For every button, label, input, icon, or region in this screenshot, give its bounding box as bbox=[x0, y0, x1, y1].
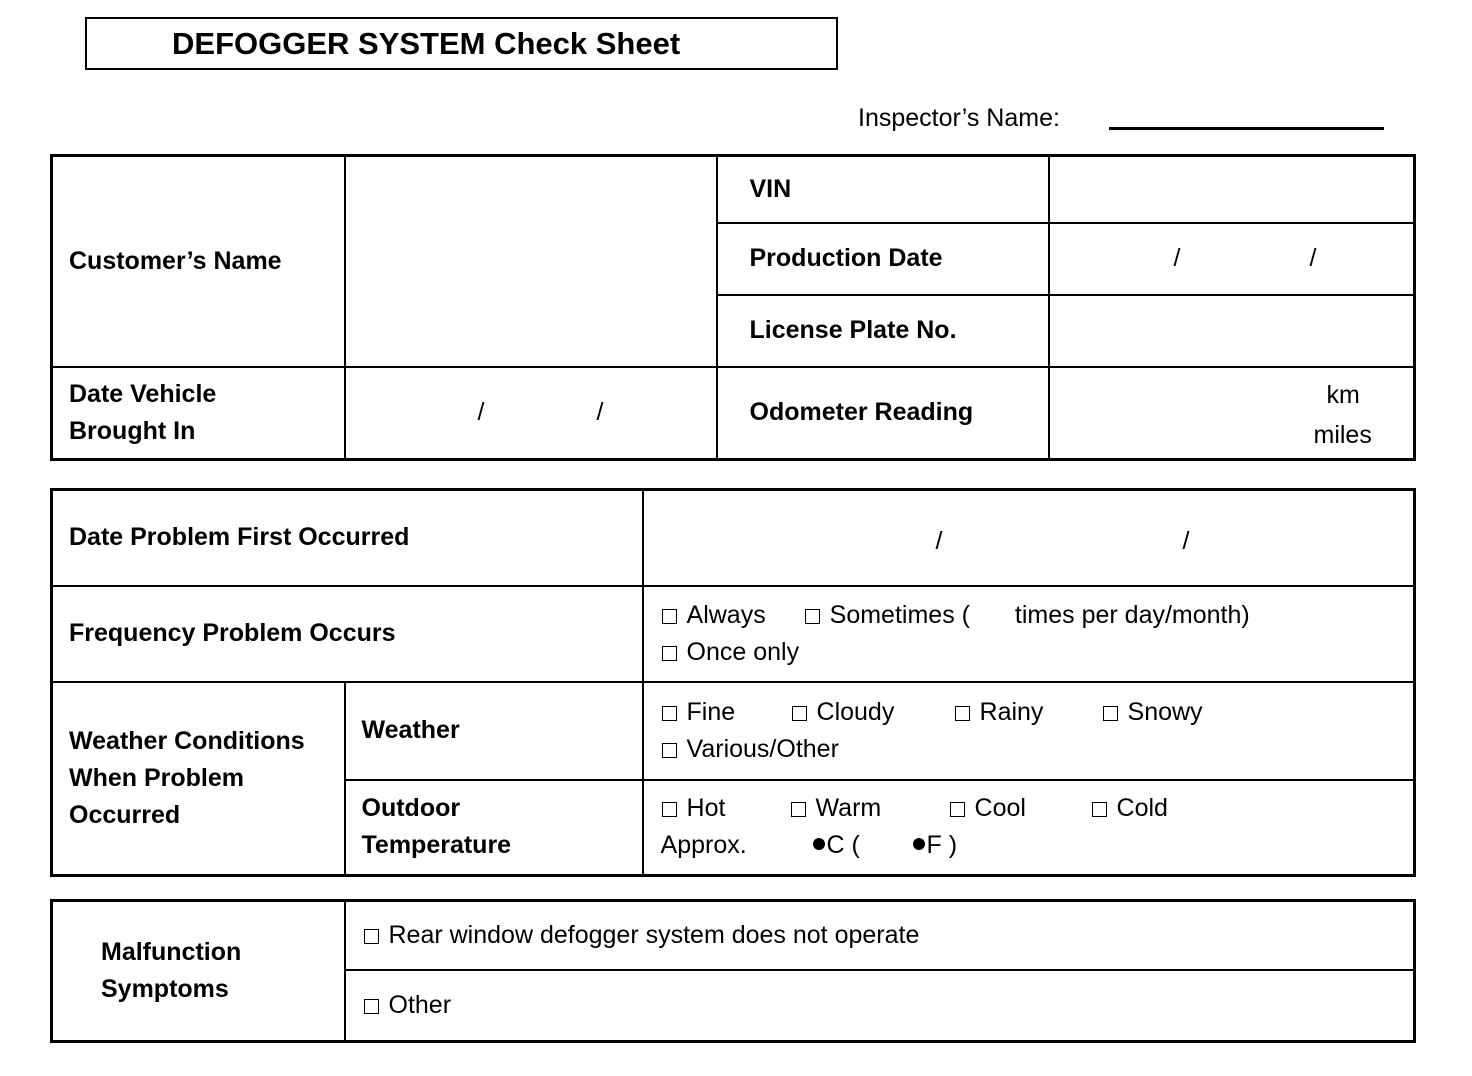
option-label: Once only bbox=[686, 637, 800, 666]
option-hot[interactable] bbox=[662, 790, 791, 827]
celsius-field[interactable] bbox=[813, 827, 913, 864]
checkbox[interactable] bbox=[805, 609, 820, 624]
option-always[interactable] bbox=[662, 597, 766, 634]
vehicle-info-table bbox=[50, 154, 1416, 461]
checkbox[interactable] bbox=[662, 743, 677, 758]
frequency-options bbox=[643, 586, 1415, 682]
weather-conditions-label-line: Weather Conditions bbox=[69, 726, 305, 755]
customer-name-label: Customer’s Name bbox=[52, 156, 345, 367]
vin-field[interactable] bbox=[1049, 156, 1415, 223]
outdoor-temperature-label-line: Outdoor bbox=[361, 794, 461, 823]
checkbox[interactable] bbox=[955, 706, 970, 721]
inspector-name-field[interactable] bbox=[1109, 127, 1384, 130]
weather-label: Weather bbox=[345, 682, 643, 780]
checkbox[interactable] bbox=[364, 999, 379, 1014]
option-label: Rear window defogger system does not operate bbox=[388, 921, 920, 949]
date-separator: / bbox=[477, 397, 485, 426]
option-label: Fine bbox=[686, 697, 736, 726]
option-other[interactable] bbox=[364, 987, 452, 1024]
option-rainy[interactable] bbox=[955, 694, 1103, 731]
page-title: DEFOGGER SYSTEM Check Sheet bbox=[172, 26, 681, 61]
checkbox[interactable] bbox=[662, 706, 677, 721]
license-plate-field[interactable] bbox=[1049, 295, 1415, 367]
celsius-label: C ( bbox=[826, 831, 860, 860]
fahrenheit-field[interactable] bbox=[913, 827, 958, 864]
date-separator: / bbox=[1173, 243, 1181, 272]
production-date-label: Production Date bbox=[717, 223, 1049, 295]
malfunction-symptoms-label-line: Malfunction bbox=[101, 938, 242, 966]
option-label: Hot bbox=[686, 794, 726, 823]
production-date-field[interactable] bbox=[1049, 223, 1415, 295]
option-label: Warm bbox=[815, 794, 882, 823]
option-cloudy[interactable] bbox=[792, 694, 955, 731]
odometer-field[interactable] bbox=[1049, 367, 1415, 460]
problem-info-table bbox=[50, 488, 1416, 877]
checkbox[interactable] bbox=[364, 929, 379, 944]
option-sometimes[interactable] bbox=[805, 597, 970, 634]
symptoms-table bbox=[50, 899, 1416, 1043]
checkbox[interactable] bbox=[1092, 802, 1107, 817]
date-separator: / bbox=[1182, 527, 1190, 555]
option-label: Cool bbox=[974, 794, 1026, 823]
date-brought-in-field[interactable] bbox=[345, 367, 717, 460]
checkbox[interactable] bbox=[792, 706, 807, 721]
inspector-name-label: Inspector’s Name: bbox=[858, 104, 1060, 132]
times-per-label: times per day/month) bbox=[1014, 600, 1250, 629]
date-brought-in-label-line: Brought In bbox=[69, 416, 196, 445]
weather-conditions-label-line: Occurred bbox=[69, 800, 181, 829]
checkbox[interactable] bbox=[1103, 706, 1118, 721]
customer-name-field[interactable] bbox=[345, 156, 717, 367]
checkbox[interactable] bbox=[791, 802, 806, 817]
date-brought-in-label bbox=[52, 367, 345, 460]
option-warm[interactable] bbox=[791, 790, 950, 827]
option-label: Other bbox=[388, 990, 452, 1019]
symptom-row bbox=[345, 901, 1415, 970]
option-cool[interactable] bbox=[950, 790, 1092, 827]
option-label: Various/Other bbox=[686, 734, 839, 763]
option-snowy[interactable] bbox=[1103, 694, 1203, 731]
first-occurred-label: Date Problem First Occurred bbox=[52, 490, 643, 586]
approx-label: Approx. bbox=[660, 831, 747, 860]
option-label: Always bbox=[686, 600, 766, 629]
malfunction-symptoms-label bbox=[52, 901, 345, 1042]
option-label: Sometimes ( bbox=[829, 600, 970, 629]
option-once-only[interactable] bbox=[662, 634, 800, 671]
weather-conditions-label bbox=[52, 682, 345, 876]
vin-label: VIN bbox=[717, 156, 1049, 223]
unit-km: km bbox=[1326, 380, 1360, 409]
weather-conditions-label-line: When Problem bbox=[69, 763, 245, 792]
temperature-options bbox=[643, 780, 1415, 876]
license-plate-label: License Plate No. bbox=[717, 295, 1049, 367]
option-cold[interactable] bbox=[1092, 790, 1168, 827]
checkbox[interactable] bbox=[662, 609, 677, 624]
frequency-label: Frequency Problem Occurs bbox=[52, 586, 643, 682]
outdoor-temperature-label bbox=[345, 780, 643, 876]
checkbox[interactable] bbox=[950, 802, 965, 817]
symptom-row bbox=[345, 970, 1415, 1042]
odometer-label: Odometer Reading bbox=[717, 367, 1049, 460]
option-label: Cold bbox=[1116, 794, 1168, 823]
malfunction-symptoms-label-line: Symptoms bbox=[101, 975, 229, 1003]
date-separator: / bbox=[935, 527, 943, 555]
degree-dot-icon bbox=[913, 838, 925, 850]
option-various-other[interactable] bbox=[662, 731, 839, 768]
date-brought-in-label-line: Date Vehicle bbox=[69, 379, 217, 408]
outdoor-temperature-label-line: Temperature bbox=[361, 831, 512, 860]
fahrenheit-label: F ) bbox=[926, 831, 958, 860]
date-separator: / bbox=[596, 397, 604, 426]
checkbox[interactable] bbox=[662, 646, 677, 661]
unit-miles: miles bbox=[1313, 420, 1372, 449]
degree-dot-icon bbox=[813, 838, 825, 850]
weather-options bbox=[643, 682, 1415, 780]
option-fine[interactable] bbox=[662, 694, 792, 731]
option-defogger-not-operate[interactable] bbox=[364, 917, 920, 954]
option-label: Rainy bbox=[979, 697, 1044, 726]
date-separator: / bbox=[1309, 243, 1317, 272]
option-label: Cloudy bbox=[816, 697, 895, 726]
option-label: Snowy bbox=[1127, 697, 1203, 726]
first-occurred-field[interactable] bbox=[643, 490, 1415, 586]
checkbox[interactable] bbox=[662, 802, 677, 817]
